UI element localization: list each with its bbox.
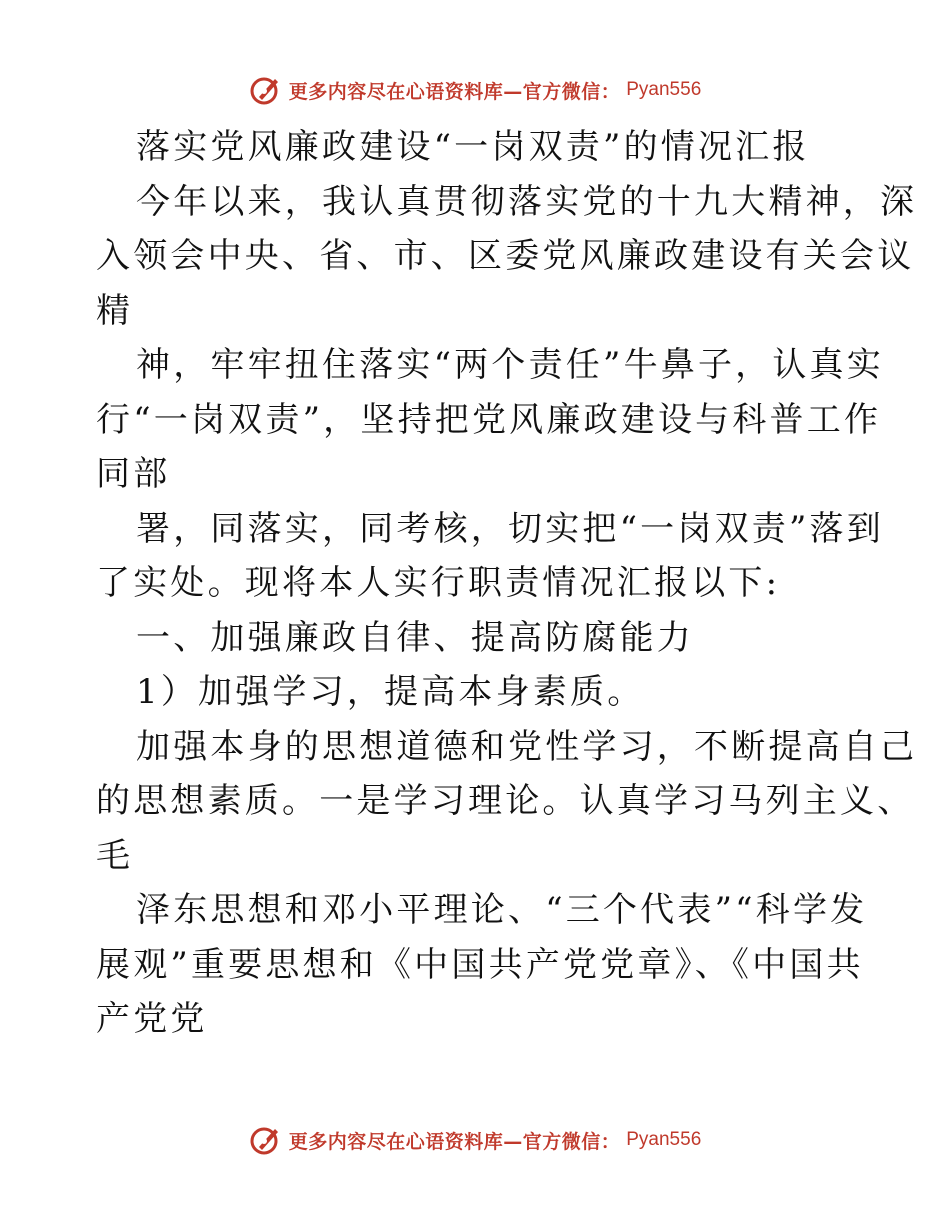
- text-line: 精: [96, 290, 134, 331]
- document-body: [96, 120, 918, 1047]
- text-line: 的思想素质。一是学习理论。认真学习马列主义、: [96, 781, 915, 821]
- banner-wechat-id: Pyan556: [626, 1129, 702, 1150]
- text-line: 产党党: [96, 999, 208, 1039]
- banner-text: 更多内容尽在心语资料库—官方微信：: [288, 80, 621, 103]
- text-line: 入领会中央、省、市、区委党风廉政建设有关会议: [96, 236, 915, 276]
- text-line: 泽东思想和邓小平理论、“三个代表”“科学发: [136, 890, 868, 930]
- quill-logo-icon: [249, 73, 283, 107]
- text-line: 神，牢牢扭住落实“两个责任”牛鼻子，认真实: [136, 345, 884, 385]
- text-line: 1）加强学习，提高本身素质。: [136, 672, 645, 712]
- text-line: 同部: [96, 454, 171, 494]
- footer-watermark-banner: [0, 1120, 950, 1160]
- banner-wechat-id: Pyan556: [626, 79, 702, 100]
- text-line: 行“一岗双责”，坚持把党风廉政建设与科普工作: [96, 399, 882, 440]
- text-line: 落实党风廉政建设“一岗双责”的情况汇报: [136, 127, 810, 167]
- text-line: 加强本身的思想道德和党性学习，不断提高自己: [136, 726, 918, 767]
- header-watermark-banner: [0, 70, 950, 110]
- text-line: 今年以来，我认真贯彻落实党的十九大精神，深: [136, 181, 918, 222]
- text-line: 署，同落实，同考核，切实把“一岗双责”落到: [136, 508, 884, 549]
- banner-text: 更多内容尽在心语资料库—官方微信：: [288, 1130, 621, 1153]
- text-line: 毛: [96, 835, 134, 876]
- text-line: 一、加强廉政自律、提高防腐能力: [136, 617, 694, 658]
- text-line: 了实处。现将本人实行职责情况汇报以下:: [96, 563, 781, 603]
- quill-logo-icon: [249, 1123, 283, 1157]
- text-line: 展观”重要思想和《中国共产党党章》、《中国共: [96, 944, 864, 985]
